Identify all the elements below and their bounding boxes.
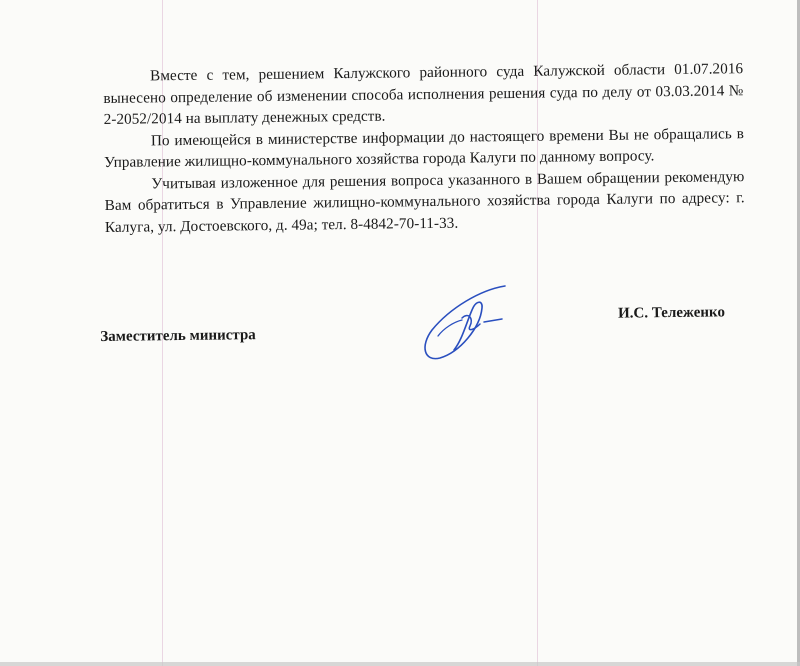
letter-paragraph: Вместе с тем, решением Калужского районного суда Калужской области 01.07.2016 вынесено определение об изменении способа исполнения решения суда по делу от 03.03.2014 № 2-2052/2014 на выплату денежных средств. [103,60,744,128]
signer-name: И.С. Тележенко [617,304,725,322]
letter-paragraph: Учитывая изложенное для решения вопроса указанного в Вашем обращении рекомендую Вам обратиться в Управление жилищно-коммунального хозяйства города Калуги по адресу: г. Калуга, ул. Достоевского, д. 49а; тел. 8-4842-70-11-33. [104,167,745,236]
letter-paragraph: По имеющейся в министерстве информации до настоящего времени Вы не обращались в Управление жилищно-коммунального хозяйства города Калуги по данному вопросу. [104,124,744,171]
signer-position: Заместитель министра [100,327,256,345]
letter-body [103,58,745,238]
page-edge-shadow [0,662,800,666]
handwritten-signature [410,278,570,368]
